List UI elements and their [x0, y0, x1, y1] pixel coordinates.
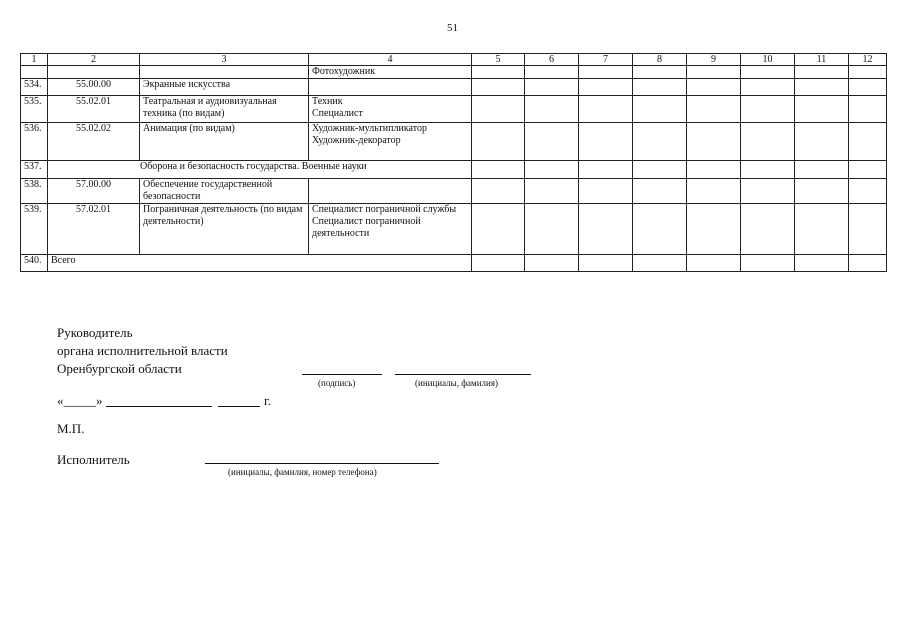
col-header: 6: [525, 54, 579, 66]
col-header: 7: [579, 54, 633, 66]
row-name: Экранные искусства: [140, 79, 309, 96]
row-code: 55.02.01: [48, 96, 140, 123]
col-header: 1: [21, 54, 48, 66]
page-number: 51: [447, 22, 458, 34]
row-number: 537.: [21, 161, 48, 179]
section-row: [21, 161, 887, 179]
head-title-line: Оренбургской области: [57, 361, 182, 376]
col-header: 4: [309, 54, 472, 66]
col-header: 12: [849, 54, 887, 66]
row-number: 540.: [21, 255, 48, 272]
total-row: [21, 255, 887, 272]
row-number: 534.: [21, 79, 48, 96]
stamp-label: М.П.: [57, 421, 85, 436]
row-qualification: Техник Специалист: [309, 96, 472, 123]
col-header: 11: [795, 54, 849, 66]
section-title: Оборона и безопасность государства. Военные науки: [48, 161, 472, 179]
name-line: [395, 374, 531, 375]
head-title-line: Руководитель: [57, 325, 133, 340]
col-header: 3: [140, 54, 309, 66]
row-name: Обеспечение государственной безопасности: [140, 179, 309, 204]
signature-line: [302, 374, 382, 375]
executor-caption: (инициалы, фамилия, номер телефона): [228, 467, 377, 477]
col-header: 5: [472, 54, 525, 66]
table-row: [21, 123, 887, 161]
row-qualification: [309, 179, 472, 204]
table-row: [21, 204, 887, 255]
head-title-line: органа исполнительной власти: [57, 343, 228, 358]
row-qualification: Художник-мультипликатор Художник-декоратор: [309, 123, 472, 161]
continuation-qualification: Фотохудожник: [309, 66, 472, 79]
signature-caption: (подпись): [318, 378, 356, 388]
row-number: 536.: [21, 123, 48, 161]
row-code: 57.00.00: [48, 179, 140, 204]
row-name: Анимация (по видам): [140, 123, 309, 161]
row-number: 539.: [21, 204, 48, 255]
specialties-table: [20, 53, 887, 272]
table-row: [21, 96, 887, 123]
row-code: 57.02.01: [48, 204, 140, 255]
row-qualification: Специалист пограничной службы Специалист пограничной деятельности: [309, 204, 472, 255]
date-year-suffix: г.: [264, 393, 272, 408]
date-year-line: [218, 406, 260, 407]
row-number: 538.: [21, 179, 48, 204]
row-qualification: [309, 79, 472, 96]
table-row: [21, 179, 887, 204]
header-row: [21, 54, 887, 66]
date-month-line: [106, 406, 212, 407]
col-header: 10: [741, 54, 795, 66]
executor-line: [205, 463, 439, 464]
row-name: Пограничная деятельность (по видам деятельности): [140, 204, 309, 255]
table-row: [21, 79, 887, 96]
head-signature-block: [57, 324, 228, 378]
col-header: 2: [48, 54, 140, 66]
total-label: Всего: [48, 255, 472, 272]
col-header: 9: [687, 54, 741, 66]
row-code: 55.00.00: [48, 79, 140, 96]
table-row: [21, 66, 887, 79]
name-caption: (инициалы, фамилия): [415, 378, 498, 388]
row-number: 535.: [21, 96, 48, 123]
row-code: 55.02.02: [48, 123, 140, 161]
date-open: «_____»: [57, 393, 103, 408]
col-header: 8: [633, 54, 687, 66]
executor-label: Исполнитель: [57, 452, 130, 467]
row-name: Театральная и аудиовизуальная техника (по видам): [140, 96, 309, 123]
